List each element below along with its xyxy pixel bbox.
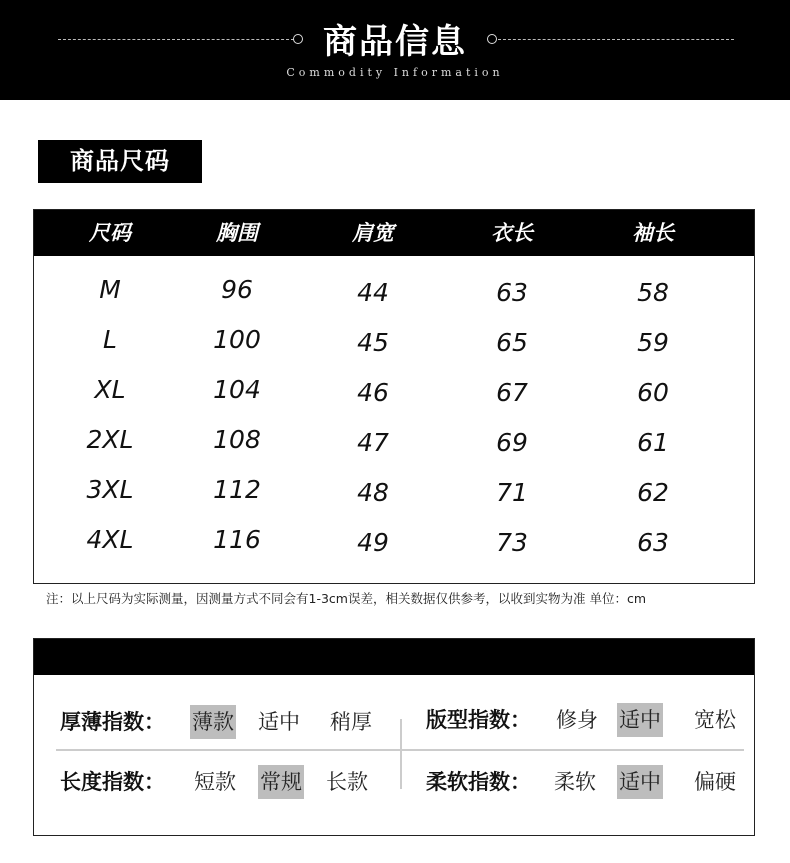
length-option-regular: 常规 [258, 765, 304, 799]
cell-chest: 116 [213, 525, 261, 554]
cell-shoulder: 45 [357, 328, 389, 357]
product-index-panel [33, 638, 755, 836]
cell-shoulder: 48 [357, 478, 389, 507]
size-table-header [34, 210, 754, 256]
softness-index-label: 柔软指数： [426, 770, 531, 794]
cell-shoulder: 47 [357, 428, 389, 457]
cell-size: 2XL [86, 425, 134, 454]
fit-option-loose: 宽松 [694, 708, 736, 732]
column-header-size: 尺码 [89, 221, 131, 245]
cell-length: 65 [496, 328, 528, 357]
page-title: 商品信息 [323, 22, 467, 62]
table-row [34, 515, 754, 565]
cell-sleeve: 58 [637, 278, 669, 307]
cell-length: 73 [496, 528, 528, 557]
cell-chest: 104 [213, 375, 261, 404]
length-option-short: 短款 [194, 770, 236, 794]
cell-sleeve: 63 [637, 528, 669, 557]
thickness-option-thin: 薄款 [190, 705, 236, 739]
softness-index [426, 765, 746, 799]
cell-length: 67 [496, 378, 528, 407]
cell-length: 69 [496, 428, 528, 457]
thickness-option-medium: 适中 [258, 710, 300, 734]
cell-size: 3XL [86, 475, 134, 504]
fit-option-slim: 修身 [556, 708, 598, 732]
table-row [34, 465, 754, 515]
thickness-index [60, 705, 390, 739]
cell-length: 71 [496, 478, 528, 507]
cell-sleeve: 59 [637, 328, 669, 357]
column-header-sleeve: 袖长 [632, 221, 674, 245]
size-section-label: 商品尺码 [38, 140, 202, 183]
thickness-index-label: 厚薄指数： [60, 710, 165, 734]
header-dashed-line-right [498, 39, 734, 40]
header-ring-right [487, 34, 497, 44]
cell-size: 4XL [86, 525, 134, 554]
length-index-label: 长度指数： [60, 770, 165, 794]
column-header-shoulder: 肩宽 [352, 221, 394, 245]
cell-chest: 96 [221, 275, 253, 304]
thickness-option-thick: 稍厚 [330, 710, 372, 734]
table-row [34, 265, 754, 315]
softness-option-medium: 适中 [617, 765, 663, 799]
index-divider-vertical [400, 719, 402, 789]
cell-shoulder: 46 [357, 378, 389, 407]
cell-size: XL [94, 375, 126, 404]
cell-length: 63 [496, 278, 528, 307]
column-header-chest: 胸围 [216, 221, 258, 245]
cell-sleeve: 62 [637, 478, 669, 507]
cell-sleeve: 61 [637, 428, 669, 457]
measurement-note: 注：以上尺码为实际测量，因测量方式不同会有1-3cm误差，相关数据仅供参考，以收到实物为准 单位：cm [46, 591, 646, 606]
fit-index [426, 703, 746, 737]
page-subtitle: Commodity Information [286, 66, 504, 79]
cell-size: L [103, 325, 117, 354]
length-index [60, 765, 390, 799]
header-banner [0, 0, 790, 100]
cell-sleeve: 60 [637, 378, 669, 407]
cell-chest: 112 [213, 475, 261, 504]
table-row [34, 315, 754, 365]
table-row [34, 415, 754, 465]
cell-shoulder: 44 [357, 278, 389, 307]
column-header-length: 衣长 [491, 221, 533, 245]
softness-option-hard: 偏硬 [694, 770, 736, 794]
fit-option-regular: 适中 [617, 703, 663, 737]
length-option-long: 长款 [326, 770, 368, 794]
index-panel-header [34, 639, 754, 675]
size-table [33, 209, 755, 584]
cell-size: M [99, 275, 121, 304]
table-row [34, 365, 754, 415]
size-table-body [34, 256, 754, 583]
cell-chest: 100 [213, 325, 261, 354]
cell-chest: 108 [213, 425, 261, 454]
cell-shoulder: 49 [357, 528, 389, 557]
softness-option-soft: 柔软 [554, 770, 596, 794]
fit-index-label: 版型指数： [426, 708, 531, 732]
